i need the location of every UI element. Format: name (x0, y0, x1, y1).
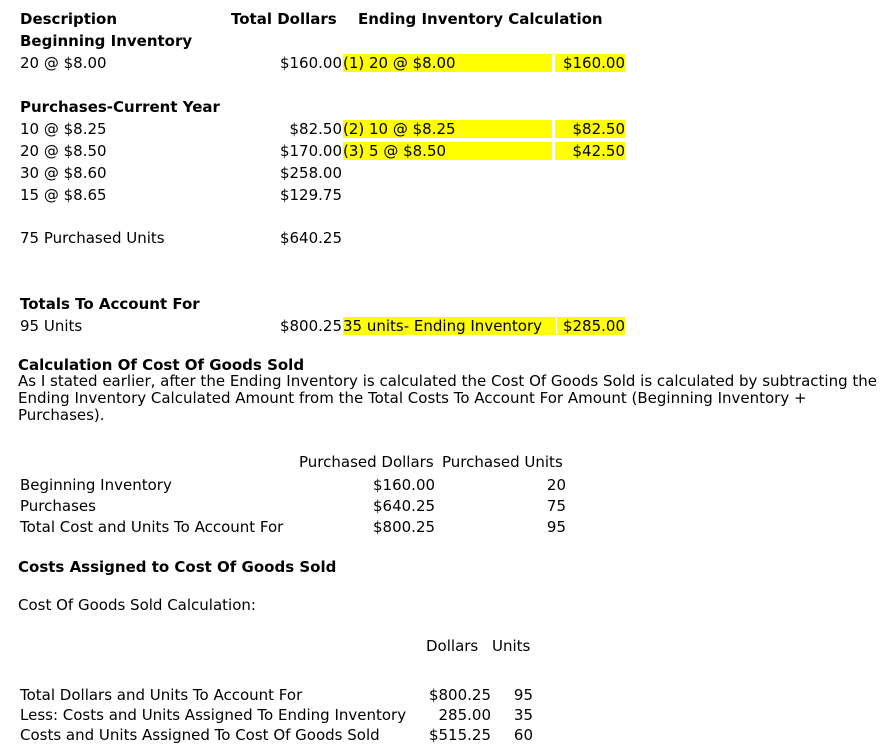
row-description: 20 @ $8.00 (20, 54, 107, 72)
assigned-dollars: $515.25 (428, 726, 491, 744)
totals-label: Totals To Account For (20, 295, 200, 313)
row-total: $160.00 (279, 54, 342, 72)
summary-dollars: $640.25 (373, 497, 436, 515)
summary-header-units: Purchased Units (442, 453, 563, 471)
assigned-label: Costs and Units Assigned To Cost Of Goods Sold (20, 726, 380, 744)
row-calc: (1) 20 @ $8.00 (343, 54, 552, 72)
row-total: $258.00 (279, 164, 342, 182)
header-description: Description (20, 10, 118, 28)
summary-dollars: $160.00 (373, 476, 436, 494)
row-total: $800.25 (279, 317, 342, 335)
assigned-label: Total Dollars and Units To Account For (20, 686, 303, 704)
row-description: 30 @ $8.60 (20, 164, 107, 182)
row-total: $129.75 (279, 186, 342, 204)
beginning-inventory-label: Beginning Inventory (20, 32, 193, 50)
row-total: $170.00 (279, 142, 342, 160)
row-calc: 35 units- Ending Inventory (343, 317, 556, 335)
row-calc-amount: $42.50 (555, 142, 625, 160)
row-description: 15 @ $8.65 (20, 186, 107, 204)
row-calc-amount: $160.00 (555, 54, 625, 72)
assigned-units: 35 (513, 706, 533, 724)
assigned-header-units: Units (492, 637, 531, 655)
assigned-dollars: $800.25 (428, 686, 491, 704)
assigned-units: 95 (513, 686, 533, 704)
row-calc: (2) 10 @ $8.25 (343, 120, 552, 138)
row-description: 75 Purchased Units (20, 229, 165, 247)
summary-units: 95 (546, 518, 566, 536)
assigned-units: 60 (513, 726, 533, 744)
summary-dollars: $800.25 (373, 518, 436, 536)
header-total-dollars: Total Dollars (231, 10, 337, 28)
summary-units: 75 (546, 497, 566, 515)
row-total: $82.50 (289, 120, 342, 138)
row-calc-amount: $82.50 (555, 120, 625, 138)
header-ending-inventory-calculation: Ending Inventory Calculation (358, 10, 603, 28)
row-calc: (3) 5 @ $8.50 (343, 142, 552, 160)
cogs-heading: Calculation Of Cost Of Goods Sold (18, 356, 305, 374)
row-total: $640.25 (279, 229, 342, 247)
assigned-header-dollars: Dollars (426, 637, 479, 655)
row-description: 10 @ $8.25 (20, 120, 107, 138)
row-description: 20 @ $8.50 (20, 142, 107, 160)
assigned-dollars: 285.00 (438, 706, 491, 724)
row-description: 95 Units (20, 317, 83, 335)
row-calc-amount: $285.00 (557, 317, 625, 335)
summary-label: Purchases (20, 497, 96, 515)
assigned-intro: Cost Of Goods Sold Calculation: (18, 596, 256, 614)
summary-units: 20 (546, 476, 566, 494)
assigned-heading: Costs Assigned to Cost Of Goods Sold (18, 558, 337, 576)
summary-label: Total Cost and Units To Account For (20, 518, 284, 536)
purchases-label: Purchases-Current Year (20, 98, 220, 116)
cogs-paragraph: As I stated earlier, after the Ending Inventory is calculated the Cost Of Goods Sold is calculated by subtracting the Ending Inventory Calculated Amount from the Total Costs To Account For Amount (Beginning Inventory + Purchases). (18, 372, 877, 424)
summary-label: Beginning Inventory (20, 476, 172, 494)
assigned-label: Less: Costs and Units Assigned To Ending Inventory (20, 706, 407, 724)
summary-header-dollars: Purchased Dollars (299, 453, 434, 471)
